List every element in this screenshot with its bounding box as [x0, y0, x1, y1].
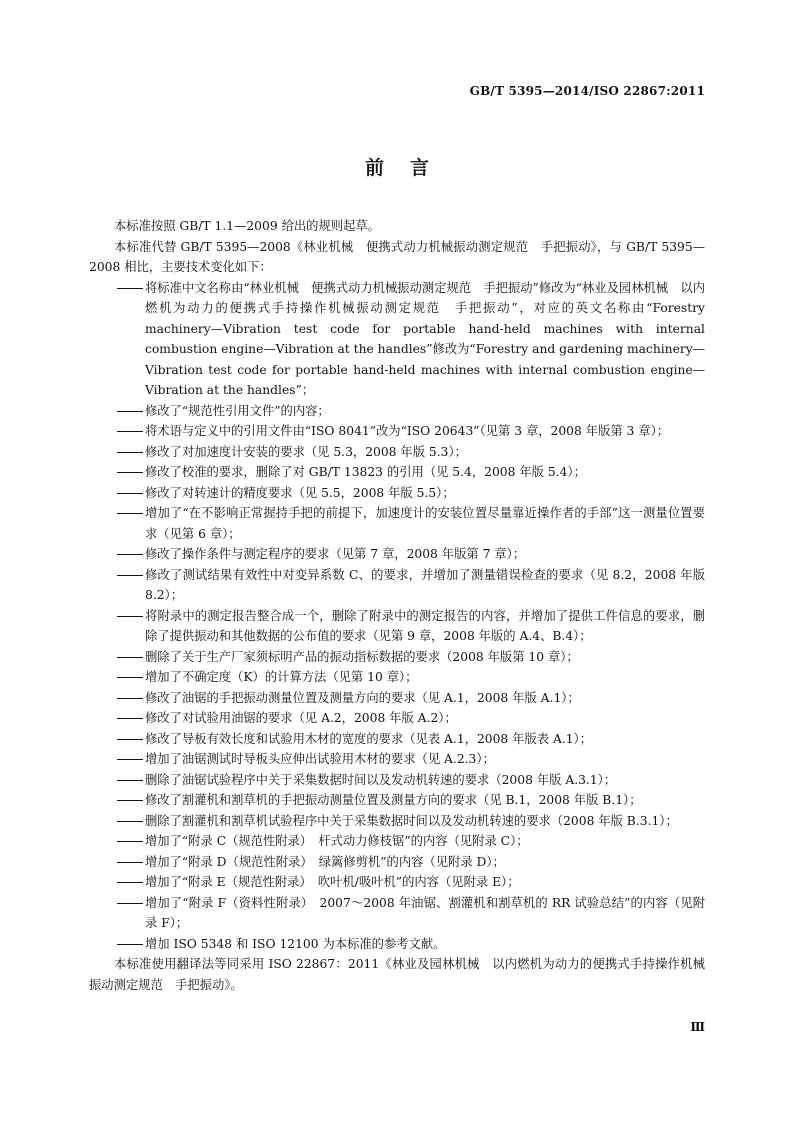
list-item	[89, 708, 705, 729]
list-item-text: 将术语与定义中的引用文件由“ISO 8041”改为“ISO 20643”（见第 3 章，2008 年版第 3 章）；	[145, 424, 670, 438]
list-item-text: 将附录中的测定报告整合成一个，删除了附录中的测定报告的内容，并增加了提供工件信息的要求，删除了提供振动和其他数据的公布值的要求（见第 9 章，2008 年版的 A.4、B.4）；	[145, 608, 705, 643]
list-item	[89, 790, 705, 811]
list-item	[89, 278, 705, 401]
list-item	[89, 688, 705, 709]
list-item	[89, 503, 705, 544]
list-item	[89, 852, 705, 873]
list-item-text: 修改了割灌机和割草机的手把振动测量位置及测量方向的要求（见 B.1，2008 年版 B.1）；	[145, 793, 642, 807]
list-item-text: 增加了“附录 E（规范性附录） 吹叶机/吸叶机”的内容（见附录 E）；	[145, 875, 520, 889]
list-item	[89, 872, 705, 893]
list-item-text: 增加了“在不影响正常握持手把的前提下，加速度计的安装位置尽量靠近操作者的手部”这一测量位置要求（见第 6 章）；	[145, 506, 705, 541]
list-item	[89, 544, 705, 565]
list-item-text: 修改了对加速度计安装的要求（见 5.3，2008 年版 5.3）；	[145, 444, 467, 459]
list-item	[89, 565, 705, 606]
change-list	[89, 278, 705, 955]
list-item-text: 修改了导板有效长度和试验用木材的宽度的要求（见表 A.1，2008 年版表 A.1）；	[145, 731, 593, 746]
foreword-body	[89, 216, 705, 995]
list-item-text: 增加了“附录 F（资料性附录） 2007～2008 年油锯、割灌机和割草机的 RR 试验总结”的内容（见附录 F）；	[145, 895, 705, 930]
list-item-text: 修改了操作条件与测定程序的要求（见第 7 章，2008 年版第 7 章）；	[145, 547, 526, 561]
list-item	[89, 831, 705, 852]
list-item-text: 增加 ISO 5348 和 ISO 12100 为本标准的参考文献。	[145, 936, 446, 951]
list-item	[89, 893, 705, 934]
list-item	[89, 667, 705, 688]
list-item-text: 修改了测试结果有效性中对变异系数 C、的要求，并增加了测量错误检查的要求（见 8.2，2008 年版 8.2）；	[145, 567, 705, 602]
closing-paragraph: 本标准使用翻译法等同采用 ISO 22867：2011《林业及园林机械 以内燃机为动力的便携式手持操作机械振动测定规范 手把振动》。	[89, 957, 705, 992]
list-item	[89, 462, 705, 483]
list-item	[89, 401, 705, 422]
intro-paragraph: 本标准按照 GB/T 1.1—2009 给出的规则起草。	[114, 219, 380, 233]
list-item-text: 增加了油锯测试时导板头应伸出试验用木材的要求（见 A.2.3）；	[145, 752, 495, 766]
list-item	[89, 770, 705, 791]
list-item	[89, 421, 705, 442]
list-item	[89, 442, 705, 463]
list-item-text: 增加了不确定度（K）的计算方法（见第 10 章）；	[145, 670, 418, 684]
list-item-text: 修改了校准的要求，删除了对 GB/T 13823 的引用（见 5.4，2008 年版 5.4）；	[145, 465, 586, 479]
page-title: 前言	[364, 157, 455, 179]
list-item	[89, 483, 705, 504]
list-item-text: 删除了油锯试验程序中关于采集数据时间以及发动机转速的要求（2008 年版 A.3.1）；	[145, 772, 617, 787]
list-item-text: 增加了“附录 D（规范性附录） 绿篱修剪机”的内容（见附录 D）；	[145, 854, 505, 869]
list-item	[89, 647, 705, 668]
list-item	[89, 749, 705, 770]
list-item	[89, 729, 705, 750]
page-number: Ⅲ	[690, 1020, 705, 1034]
intro-paragraph: 本标准代替 GB/T 5395—2008《林业机械 便携式动力机械振动测定规范 手把振动》，与 GB/T 5395—2008 相比，主要技术变化如下：	[89, 239, 705, 274]
list-item-text: 删除了割灌机和割草机试验程序中关于采集数据时间以及发动机转速的要求（2008 年版 B.3.1）；	[145, 813, 678, 828]
list-item-text: 修改了对转速计的精度要求（见 5.5，2008 年版 5.5）；	[145, 485, 455, 500]
list-item-text: 修改了“规范性引用文件”的内容；	[145, 403, 330, 418]
list-item	[89, 606, 705, 647]
list-item-text: 修改了油锯的手把振动测量位置及测量方向的要求（见 A.1，2008 年版 A.1）；	[145, 690, 580, 705]
list-item-text: 增加了“附录 C（规范性附录） 杆式动力修枝锯”的内容（见附录 C）；	[145, 834, 529, 848]
list-item-text: 删除了关于生产厂家须标明产品的振动指标数据的要求（2008 年版第 10 章）；	[145, 649, 579, 664]
list-item-text: 将标准中文名称由“林业机械 便携式动力机械振动测定规范 手把振动”修改为“林业及园林机械 以内燃机为动力的便携式手持操作机械振动测定规范 手把振动”，对应的英文名称由“Forestry machinery—Vibration test code for portable hand-held machines with internal combustion engine—Vibration at the handles”修改为“Forestry and gardening machinery—Vibration test code for portable hand-held machines with internal combustion engine—Vibration at the handles”；	[145, 280, 705, 397]
list-item-text: 修改了对试验用油锯的要求（见 A.2，2008 年版 A.2）；	[145, 711, 457, 725]
list-item	[89, 934, 705, 955]
list-item	[89, 811, 705, 832]
standard-code-header: GB/T 5395—2014/ISO 22867:2011	[469, 84, 705, 98]
